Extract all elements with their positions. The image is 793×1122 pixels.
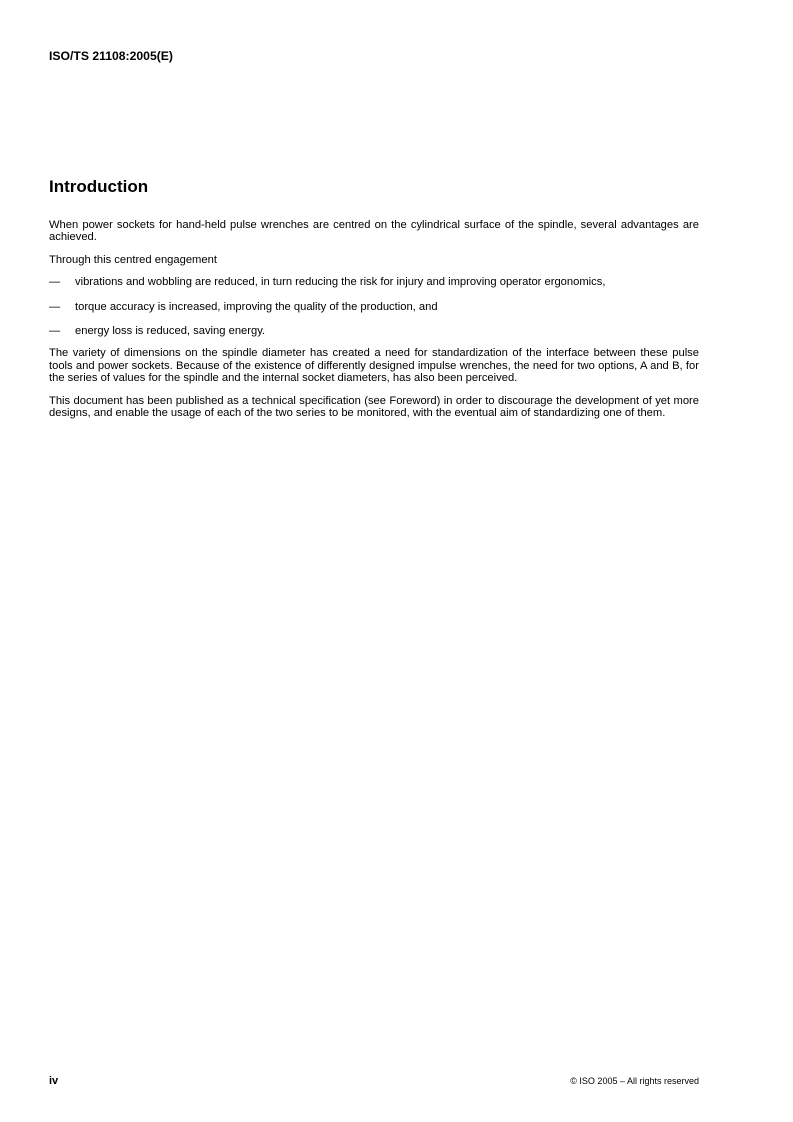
list-dash: —	[49, 325, 61, 338]
document-identifier: ISO/TS 21108:2005(E)	[49, 49, 173, 63]
list-item	[49, 325, 699, 337]
section-title: Introduction	[49, 177, 149, 196]
list-item-text: vibrations and wobbling are reduced, in turn reducing the risk for injury and improving operator ergonomics,	[75, 276, 606, 289]
list-item	[49, 276, 699, 288]
paragraph: When power sockets for hand-held pulse wrenches are centred on the cylindrical surface of the spindle, several advantages are achieved.	[49, 219, 699, 244]
paragraph: The variety of dimensions on the spindle diameter has created a need for standardization of the interface between these pulse tools and power sockets. Because of the existence of differently designed impulse wrenches, the need for two options, A and B, for the series of values for the spindle and the internal socket diameters, has also been perceived.	[49, 347, 699, 385]
page-number: iv	[49, 1075, 59, 1087]
list-dash: —	[49, 276, 61, 289]
paragraph: This document has been published as a technical specification (see Foreword) in order to discourage the development of yet more designs, and enable the usage of each of the two series to be monitored, with the eventual aim of standardizing one of them.	[49, 394, 699, 420]
list-item-text: torque accuracy is increased, improving the quality of the production, and	[75, 300, 438, 313]
copyright-notice: © ISO 2005 – All rights reserved	[570, 1076, 699, 1086]
list-item	[49, 301, 699, 313]
list-item-text: energy loss is reduced, saving energy.	[75, 325, 266, 338]
document-body	[49, 219, 699, 419]
paragraph: Through this centred engagement	[49, 253, 217, 266]
list-dash: —	[49, 300, 61, 313]
